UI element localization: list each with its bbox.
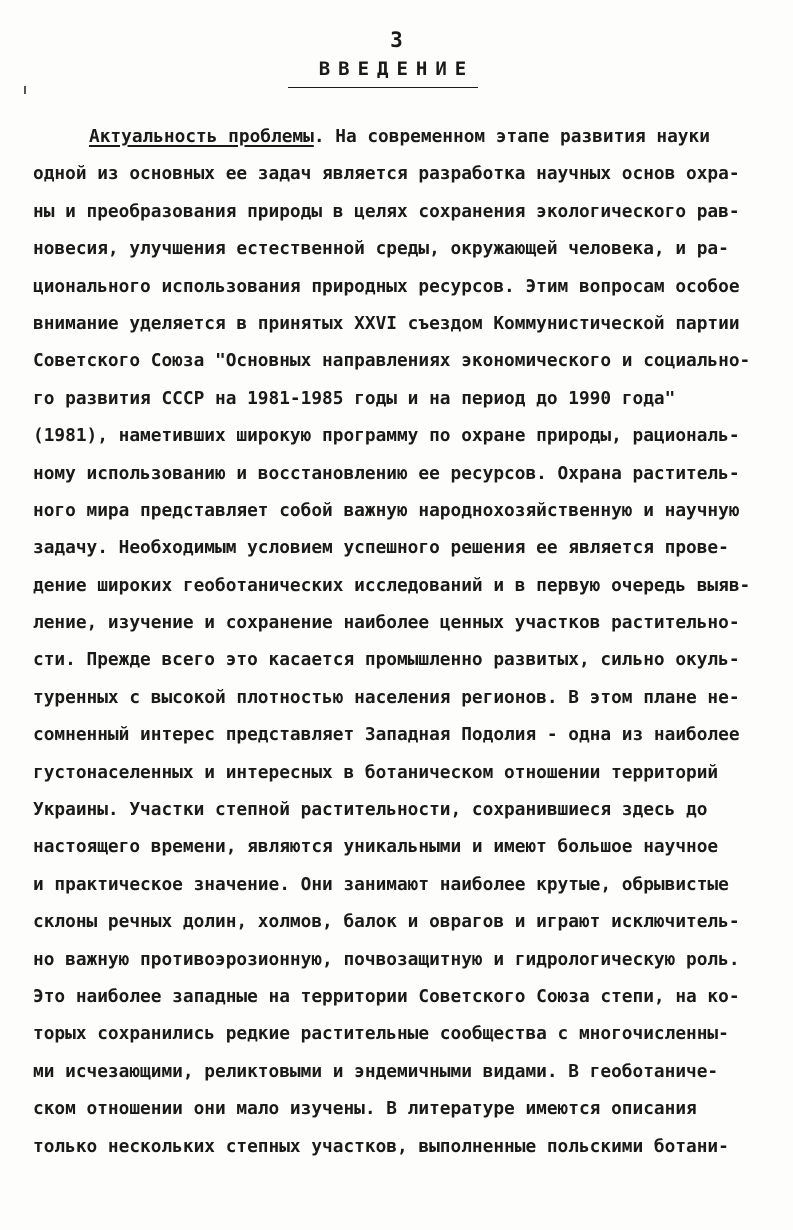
- text-line: ми исчезающими, реликтовыми и эндемичными видами. В геоботаниче-: [33, 1060, 719, 1082]
- text-line: ском отношении они мало изучены. В литературе имеются описания: [33, 1098, 697, 1120]
- text-line: одной из основных ее задач является разработка научных основ охра-: [33, 163, 740, 185]
- text-line: густонаселенных и интересных в ботаническом отношении территорий: [33, 761, 719, 783]
- text-line: сомненный интерес представляет Западная Подолия - одна из наиболее: [33, 724, 740, 746]
- text-line: настоящего времени, являются уникальными и имеют большое научное: [33, 836, 719, 858]
- text-line: торых сохранились редкие растительные сообщества с многочисленны-: [33, 1023, 729, 1045]
- heading-underline: [288, 87, 478, 88]
- lead-punct: .: [313, 126, 325, 147]
- text-line: ного мира представляет собой важную народнохозяйственную и научную: [33, 499, 740, 521]
- text-line: Это наиболее западные на территории Советского Союза степи, на ко-: [33, 985, 740, 1007]
- section-heading: ВВЕДЕНИЕ: [318, 58, 475, 80]
- text-line: дение широких геоботанических исследований и в первую очередь выяв-: [33, 574, 751, 596]
- text-line-lead: [33, 118, 763, 155]
- text-lines: [33, 155, 763, 1165]
- text-line: ционального использования природных ресурсов. Этим вопросам особое: [33, 275, 740, 297]
- text-line: (1981), наметивших широкую программу по охране природы, рациональ-: [33, 425, 740, 447]
- text-line: Украины. Участки степной растительности, сохранившиеся здесь до: [33, 799, 708, 821]
- text-line: ны и преобразования природы в целях сохранения экологического рав-: [33, 200, 740, 222]
- page-number: 3: [390, 28, 403, 52]
- lead-label: Актуальность проблемы: [89, 126, 314, 147]
- text-line: ному использованию и восстановлению ее ресурсов. Охрана раститель-: [33, 462, 740, 484]
- text-line: и практическое значение. Они занимают наиболее крутые, обрывистые: [33, 873, 729, 895]
- text-line: склоны речных долин, холмов, балок и оврагов и играют исключитель-: [33, 911, 740, 933]
- text-line: туренных с высокой плотностью населения регионов. В этом плане не-: [33, 686, 740, 708]
- body-text: [33, 118, 763, 1165]
- text-line: внимание уделяется в принятых XXVI съездом Коммунистической партии: [33, 312, 740, 334]
- text-line: задачу. Необходимым условием успешного решения ее является прове-: [33, 537, 729, 559]
- margin-mark: [24, 86, 26, 94]
- text-line: ление, изучение и сохранение наиболее ценных участков растительно-: [33, 612, 740, 634]
- text-line: но важную противоэрозионную, почвозащитную и гидрологическую роль.: [33, 948, 740, 970]
- text-line: только нескольких степных участков, выполненные польскими ботани-: [33, 1135, 729, 1157]
- text-line: сти. Прежде всего это касается промышленно развитых, сильно окуль-: [33, 649, 740, 671]
- text-line: го развития СССР на 1981-1985 годы и на период до 1990 года": [33, 387, 676, 409]
- lead-rest: На современном этапе развития науки: [324, 126, 710, 147]
- text-line: новесия, улучшения естественной среды, окружающей человека, и ра-: [33, 238, 729, 260]
- text-line: Советского Союза "Основных направлениях экономического и социально-: [33, 350, 751, 372]
